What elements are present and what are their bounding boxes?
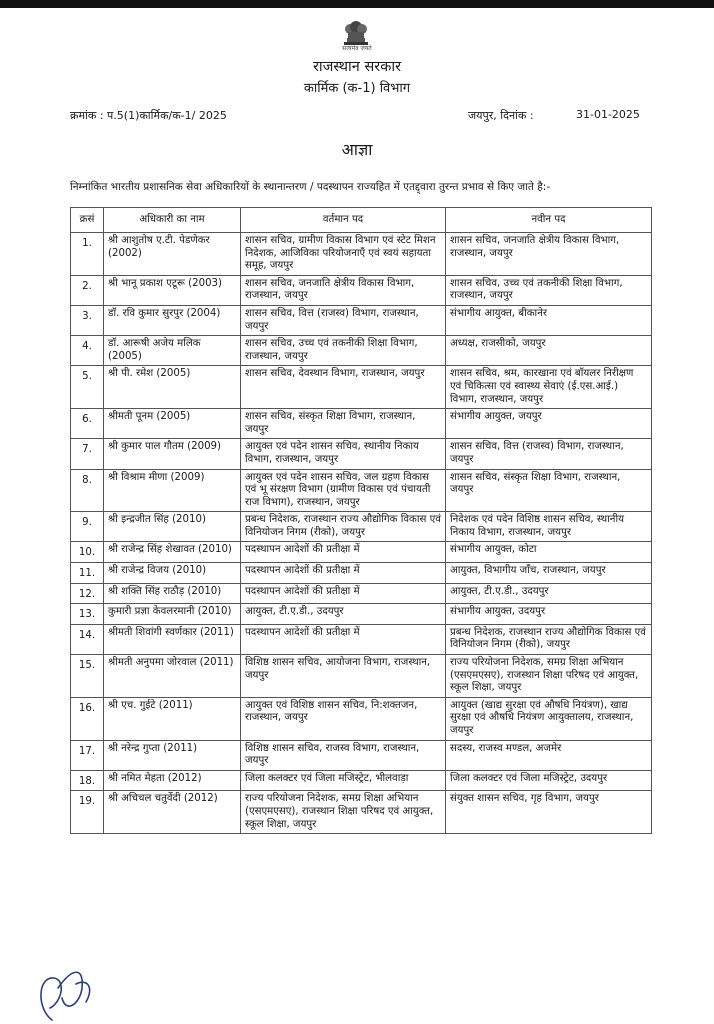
cell-new-post: अध्यक्ष, राजसीको, जयपुर xyxy=(446,336,652,366)
cell-new-post: संभागीय आयुक्त, कोटा xyxy=(446,542,652,563)
cell-officer-name: डॉ. आरूषी अजेय मलिक (2005) xyxy=(104,336,241,366)
cell-officer-name: श्री राजेन्द्र सिंह शेखावत (2010) xyxy=(104,542,241,563)
cell-new-post: शासन सचिव, संस्कृत शिक्षा विभाग, राजस्थान, जयपुर xyxy=(446,469,652,512)
table-row xyxy=(71,624,652,654)
cell-new-post: आयुक्त, विभागीय जाँच, राजस्थान, जयपुर xyxy=(446,563,652,584)
cell-officer-name: श्री शक्ति सिंह राठौड़ (2010) xyxy=(104,583,241,604)
header-officer-name: अधिकारी का नाम xyxy=(104,208,241,233)
table-row xyxy=(71,336,652,366)
cell-current-post: शासन सचिव, वित्त (राजस्व) विभाग, राजस्थान, जयपुर xyxy=(241,305,446,335)
cell-serial: 16. xyxy=(71,697,104,740)
cell-serial: 4. xyxy=(71,336,104,366)
order-intro: निम्नांकित भारतीय प्रशासनिक सेवा अधिकारियों के स्थानान्तरण / पदस्थापन राज्यहित में एतद्द्वारा तुरन्त प्रभाव से किए जाते है:- xyxy=(70,181,551,193)
top-edge-bar xyxy=(0,0,714,8)
cell-current-post: आयुक्त एवं पदेन शासन सचिव, स्थानीय निकाय विभाग, राजस्थान, जयपुर xyxy=(241,439,446,469)
cell-officer-name: श्री पी. रमेश (2005) xyxy=(104,366,241,409)
order-title: आज्ञा xyxy=(341,140,373,159)
header-serial: क्रसं xyxy=(71,208,104,233)
kramank-value: प.5(1)कार्मिक/क-1/ 2025 xyxy=(107,109,227,122)
cell-current-post: आयुक्त एवं विशिष्ठ शासन सचिव, नि:शक्तजन, राजस्थान, जयपुर xyxy=(241,697,446,740)
kramank-label: क्रमांक : xyxy=(70,109,104,122)
cell-new-post: सदस्य, राजस्व मण्डल, अजमेर xyxy=(446,740,652,770)
table-row xyxy=(71,409,652,439)
cell-serial: 10. xyxy=(71,542,104,563)
table-row xyxy=(71,770,652,791)
cell-current-post: शासन सचिव, संस्कृत शिक्षा विभाग, राजस्थान, जयपुर xyxy=(241,409,446,439)
table-row xyxy=(71,563,652,584)
table-body xyxy=(71,233,652,834)
cell-serial: 19. xyxy=(71,791,104,834)
cell-new-post: प्रबन्ध निदेशक, राजस्थान राज्य औद्योगिक विकास एवं विनियोजन निगम (रीको), जयपुर xyxy=(446,624,652,654)
cell-serial: 2. xyxy=(71,275,104,305)
cell-serial: 5. xyxy=(71,366,104,409)
cell-serial: 15. xyxy=(71,655,104,698)
cell-serial: 11. xyxy=(71,563,104,584)
cell-new-post: संभागीय आयुक्त, जयपुर xyxy=(446,409,652,439)
place-date-label: जयपुर, दिनांक : xyxy=(468,109,534,122)
table-row xyxy=(71,583,652,604)
cell-serial: 18. xyxy=(71,770,104,791)
government-heading: राजस्थान सरकार xyxy=(312,59,402,75)
cell-new-post: संयुक्त शासन सचिव, गृह विभाग, जयपुर xyxy=(446,791,652,834)
table-row xyxy=(71,275,652,305)
cell-officer-name: कुमारी प्रज्ञा केवलरमानी (2010) xyxy=(104,604,241,625)
table-row xyxy=(71,791,652,834)
cell-serial: 9. xyxy=(71,512,104,542)
cell-officer-name: डॉ. रवि कुमार सुरपुर (2004) xyxy=(104,305,241,335)
cell-serial: 13. xyxy=(71,604,104,625)
cell-current-post: आयुक्त, टी.ए.डी., उदयपुर xyxy=(241,604,446,625)
emblem-motto: सत्यमेव जयते xyxy=(342,45,372,52)
cell-serial: 17. xyxy=(71,740,104,770)
cell-officer-name: श्री विश्राम मीणा (2009) xyxy=(104,469,241,512)
cell-current-post: शासन सचिव, ग्रामीण विकास विभाग एवं स्टेट मिशन निदेशक, आजिविका परियोजनाएँ एवं स्वयं सहायता समूह, जयपुर xyxy=(241,233,446,276)
cell-new-post: संभागीय आयुक्त, बीकानेर xyxy=(446,305,652,335)
cell-officer-name: श्री नरेन्द्र गुप्ता (2011) xyxy=(104,740,241,770)
table-row xyxy=(71,305,652,335)
table-row xyxy=(71,604,652,625)
cell-officer-name: श्री राजेन्द्र विजय (2010) xyxy=(104,563,241,584)
table-row xyxy=(71,233,652,276)
cell-serial: 7. xyxy=(71,439,104,469)
signature-mark xyxy=(32,958,102,1024)
table-row xyxy=(71,740,652,770)
cell-officer-name: श्री एच. गुईटे (2011) xyxy=(104,697,241,740)
table-row xyxy=(71,469,652,512)
cell-current-post: राज्य परियोजना निदेशक, समग्र शिक्षा अभियान (एसएमएसए), राजस्थान शिक्षा परिषद एवं आयुक्त, स्कूल शिक्षा, जयपुर xyxy=(241,791,446,834)
cell-officer-name: श्री नमित मेहता (2012) xyxy=(104,770,241,791)
cell-officer-name: श्री आशुतोष ए.टी. पेडणेकर (2002) xyxy=(104,233,241,276)
cell-current-post: शासन सचिव, उच्च एवं तकनीकी शिक्षा विभाग, राजस्थान, जयपुर xyxy=(241,336,446,366)
cell-new-post: जिला कलक्टर एवं जिला मजिस्ट्रेट, उदयपुर xyxy=(446,770,652,791)
transfer-table xyxy=(70,207,652,834)
cell-officer-name: श्रीमती पूनम (2005) xyxy=(104,409,241,439)
cell-serial: 6. xyxy=(71,409,104,439)
table-row xyxy=(71,439,652,469)
cell-current-post: विशिष्ठ शासन सचिव, आयोजना विभाग, राजस्थान, जयपुर xyxy=(241,655,446,698)
cell-new-post: शासन सचिव, वित्त (राजस्व) विभाग, राजस्थान, जयपुर xyxy=(446,439,652,469)
cell-officer-name: श्रीमती शिवांगी स्वर्णकार (2011) xyxy=(104,624,241,654)
cell-new-post: शासन सचिव, उच्च एवं तकनीकी शिक्षा विभाग, राजस्थान, जयपुर xyxy=(446,275,652,305)
cell-current-post: शासन सचिव, जनजाति क्षेत्रीय विकास विभाग, राजस्थान, जयपुर xyxy=(241,275,446,305)
cell-current-post: पदस्थापन आदेशों की प्रतीक्षा में xyxy=(241,624,446,654)
cell-new-post: आयुक्त (खाद्य सुरक्षा एवं औषधि नियंत्रण), खाद्य सुरक्षा एवं औषधि नियंत्रण आयुक्तालय, राजस्थान, जयपुर xyxy=(446,697,652,740)
cell-current-post: पदस्थापन आदेशों की प्रतीक्षा में xyxy=(241,563,446,584)
cell-serial: 12. xyxy=(71,583,104,604)
table-row xyxy=(71,542,652,563)
header-current-post: वर्तमान पद xyxy=(241,208,446,233)
table-header-row xyxy=(71,208,652,233)
cell-new-post: शासन सचिव, जनजाति क्षेत्रीय विकास विभाग, राजस्थान, जयपुर xyxy=(446,233,652,276)
cell-officer-name: श्री भानू प्रकाश एटूरू (2003) xyxy=(104,275,241,305)
cell-officer-name: श्री इन्द्रजीत सिंह (2010) xyxy=(104,512,241,542)
cell-serial: 3. xyxy=(71,305,104,335)
cell-current-post: आयुक्त एवं पदेन शासन सचिव, जल ग्रहण विकास एवं भू संरक्षण विभाग (ग्रामीण विकास एवं पंचायती राज विभाग), राजस्थान, जयपुर xyxy=(241,469,446,512)
order-reference xyxy=(70,108,227,123)
order-date: 31-01-2025 xyxy=(576,108,640,121)
cell-new-post: संभागीय आयुक्त, उदयपुर xyxy=(446,604,652,625)
cell-new-post: आयुक्त, टी.ए.डी., उदयपुर xyxy=(446,583,652,604)
cell-new-post: निदेशक एवं पदेन विशिष्ठ शासन सचिव, स्थानीय निकाय विभाग, राजस्थान, जयपुर xyxy=(446,512,652,542)
cell-new-post: शासन सचिव, श्रम, कारखाना एवं बॉयलर निरीक्षण एवं चिकित्सा एवं स्वास्थ्य सेवाएं (ई.एस.आई.) विभाग, राजस्थान, जयपुर xyxy=(446,366,652,409)
cell-officer-name: श्रीमती अनुपमा जोरवाल (2011) xyxy=(104,655,241,698)
cell-current-post: पदस्थापन आदेशों की प्रतीक्षा में xyxy=(241,583,446,604)
cell-current-post: विशिष्ठ शासन सचिव, राजस्व विभाग, राजस्थान, जयपुर xyxy=(241,740,446,770)
cell-officer-name: श्री कुमार पाल गौतम (2009) xyxy=(104,439,241,469)
cell-current-post: पदस्थापन आदेशों की प्रतीक्षा में xyxy=(241,542,446,563)
cell-serial: 14. xyxy=(71,624,104,654)
cell-current-post: शासन सचिव, देवस्थान विभाग, राजस्थान, जयपुर xyxy=(241,366,446,409)
cell-serial: 8. xyxy=(71,469,104,512)
header-new-post: नवीन पद xyxy=(446,208,652,233)
cell-officer-name: श्री अचिचल चतुर्वेदी (2012) xyxy=(104,791,241,834)
table-row xyxy=(71,366,652,409)
cell-current-post: प्रबन्ध निदेशक, राजस्थान राज्य औद्योगिक विकास एवं विनियोजन निगम (रीको), जयपुर xyxy=(241,512,446,542)
cell-new-post: राज्य परियोजना निदेशक, समग्र शिक्षा अभियान (एसएमएसए), राजस्थान शिक्षा परिषद एवं आयुक्त, स्कूल शिक्षा, जयपुर xyxy=(446,655,652,698)
table-row xyxy=(71,512,652,542)
cell-current-post: जिला कलक्टर एवं जिला मजिस्ट्रेट, भीलवाड़ा xyxy=(241,770,446,791)
table-row xyxy=(71,655,652,698)
department-heading: कार्मिक (क-1) विभाग xyxy=(303,81,411,96)
table-row xyxy=(71,697,652,740)
cell-serial: 1. xyxy=(71,233,104,276)
